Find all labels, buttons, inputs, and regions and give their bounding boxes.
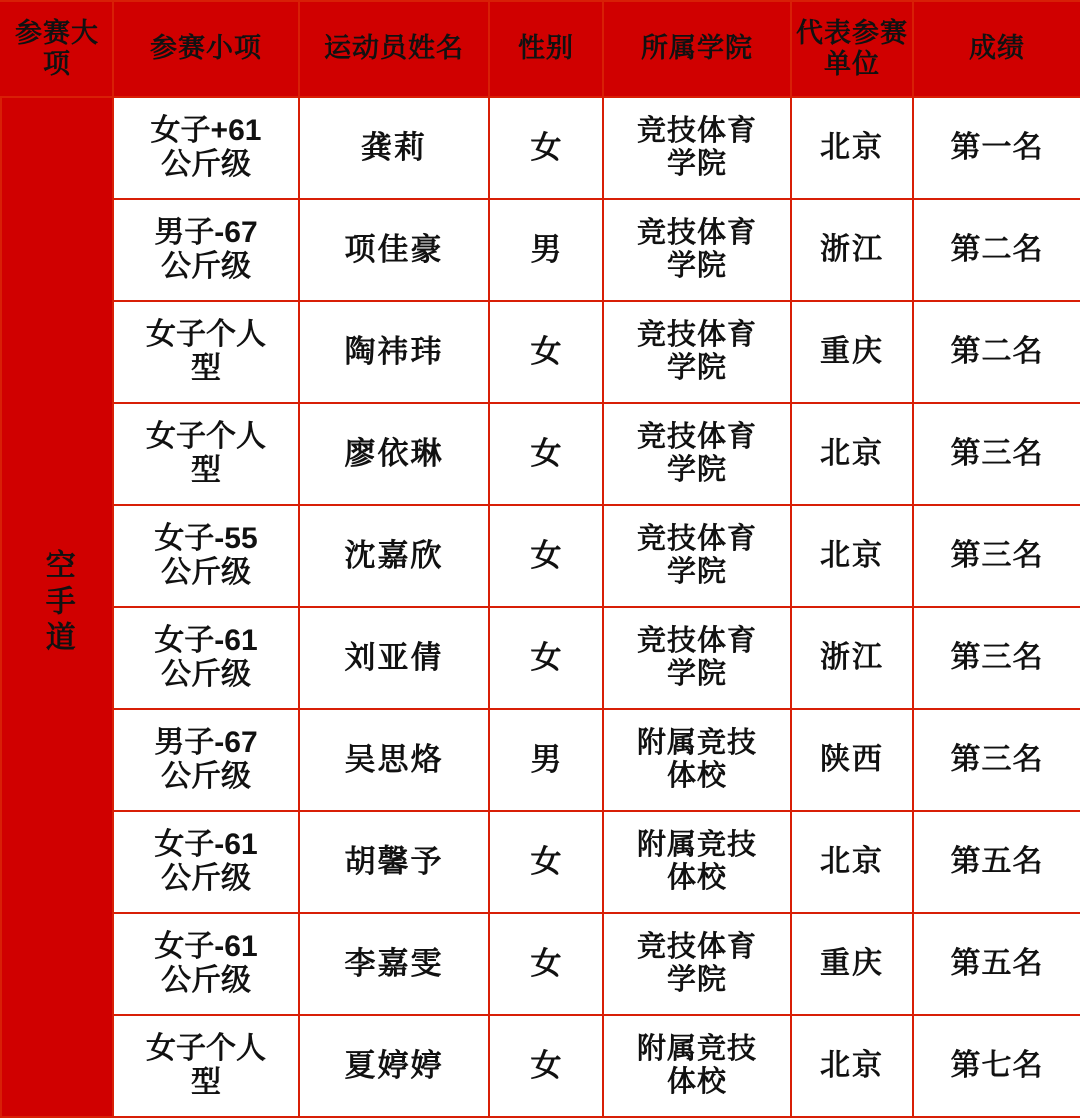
cell-college [603,913,791,1015]
college-line1: 竞技体育 [636,522,757,555]
cell-sub-event [113,709,299,811]
table-body [1,97,1080,1117]
cell-sub-event [113,199,299,301]
table-row [1,403,1080,505]
cell-gender: 女 [489,97,603,199]
sub-event-line1: 女子个人 [146,1031,266,1065]
table-row [1,607,1080,709]
sub-event-line2: 公斤级 [161,964,251,997]
college-line2: 学院 [666,352,727,384]
cell-result: 第五名 [913,913,1080,1015]
cell-unit: 重庆 [791,913,913,1015]
cell-athlete-name: 夏婷婷 [299,1015,489,1117]
cell-sub-event [113,97,299,199]
cell-unit: 北京 [791,811,913,913]
sub-event-line2: 公斤级 [161,658,251,691]
cell-sub-event [113,1015,299,1117]
cell-result: 第五名 [913,811,1080,913]
header-cell-athlete-name: 运动员姓名 [299,1,489,97]
college-line1: 竞技体育 [636,114,757,147]
sub-event-line1: 女子+61 [150,113,262,147]
college-line2: 学院 [666,454,727,486]
cell-gender: 女 [489,403,603,505]
sub-event-line2: 公斤级 [161,862,251,895]
cell-result: 第七名 [913,1015,1080,1117]
cell-unit: 浙江 [791,199,913,301]
header-main-event-line1: 参赛大项 [15,17,99,79]
category-label: 空手道 [40,548,74,657]
college-line1: 竞技体育 [636,624,757,657]
college-line2: 学院 [666,658,727,690]
header-cell-sub-event: 参赛小项 [113,1,299,97]
table-row [1,97,1080,199]
table-row [1,913,1080,1015]
cell-unit: 北京 [791,403,913,505]
cell-sub-event [113,607,299,709]
cell-gender: 男 [489,199,603,301]
cell-college [603,403,791,505]
sub-event-line1: 女子-61 [154,929,258,963]
cell-result: 第一名 [913,97,1080,199]
college-line2: 体校 [666,862,727,894]
college-line1: 竞技体育 [636,420,757,453]
cell-sub-event [113,811,299,913]
cell-gender: 女 [489,913,603,1015]
college-line1: 竞技体育 [636,216,757,249]
cell-gender: 男 [489,709,603,811]
cell-athlete-name: 陶祎玮 [299,301,489,403]
cell-gender: 女 [489,505,603,607]
cell-college [603,97,791,199]
cell-college [603,1015,791,1117]
sub-event-line1: 女子个人 [146,419,266,453]
cell-sub-event [113,301,299,403]
cell-college [603,199,791,301]
cell-athlete-name: 沈嘉欣 [299,505,489,607]
cell-college [603,709,791,811]
sub-event-line2: 公斤级 [161,760,251,793]
sub-event-line1: 女子个人 [146,317,266,351]
header-cell-gender: 性别 [489,1,603,97]
sub-event-line2: 公斤级 [161,148,251,181]
cell-sub-event [113,403,299,505]
header-cell-result: 成绩 [913,1,1080,97]
college-line2: 体校 [666,760,727,792]
college-line2: 学院 [666,250,727,282]
cell-gender: 女 [489,607,603,709]
cell-athlete-name: 胡馨予 [299,811,489,913]
table-row [1,1015,1080,1117]
category-cell-karate [1,97,113,1117]
cell-unit: 陕西 [791,709,913,811]
college-line1: 附属竞技 [636,828,757,861]
cell-gender: 女 [489,301,603,403]
cell-athlete-name: 项佳豪 [299,199,489,301]
table-row [1,811,1080,913]
cell-result: 第三名 [913,709,1080,811]
sub-event-line1: 女子-55 [154,521,258,555]
cell-gender: 女 [489,811,603,913]
header-row [1,1,1080,97]
cell-athlete-name: 廖依琳 [299,403,489,505]
sub-event-line1: 男子-67 [154,215,258,249]
college-line2: 学院 [666,556,727,588]
sub-event-line1: 女子-61 [154,827,258,861]
sub-event-line2: 公斤级 [161,556,251,589]
sub-event-line1: 女子-61 [154,623,258,657]
college-line1: 附属竞技 [636,726,757,759]
college-line2: 体校 [666,1066,727,1098]
table-row [1,199,1080,301]
cell-athlete-name: 刘亚倩 [299,607,489,709]
cell-college [603,505,791,607]
college-line1: 竞技体育 [636,318,757,351]
cell-result: 第二名 [913,199,1080,301]
cell-result: 第三名 [913,505,1080,607]
college-line2: 学院 [666,964,727,996]
cell-college [603,607,791,709]
cell-athlete-name: 李嘉雯 [299,913,489,1015]
cell-result: 第三名 [913,403,1080,505]
cell-result: 第二名 [913,301,1080,403]
cell-college [603,301,791,403]
header-cell-unit: 代表参赛单位 [791,1,913,97]
table-row [1,709,1080,811]
sub-event-line2: 型 [191,454,221,487]
cell-result: 第三名 [913,607,1080,709]
college-line1: 竞技体育 [636,930,757,963]
cell-gender: 女 [489,1015,603,1117]
cell-athlete-name: 吴思烙 [299,709,489,811]
cell-sub-event [113,505,299,607]
cell-college [603,811,791,913]
cell-sub-event [113,913,299,1015]
college-line1: 附属竞技 [636,1032,757,1065]
header-cell-main-event [1,1,113,97]
table-row [1,301,1080,403]
header-cell-college: 所属学院 [603,1,791,97]
cell-athlete-name: 龚莉 [299,97,489,199]
cell-unit: 北京 [791,1015,913,1117]
college-line2: 学院 [666,148,727,180]
cell-unit: 北京 [791,97,913,199]
sub-event-line2: 型 [191,1066,221,1099]
table-header [1,1,1080,97]
table-row [1,505,1080,607]
sub-event-line2: 型 [191,352,221,385]
sub-event-line2: 公斤级 [161,250,251,283]
cell-unit: 北京 [791,505,913,607]
cell-unit: 重庆 [791,301,913,403]
sub-event-line1: 男子-67 [154,725,258,759]
cell-unit: 浙江 [791,607,913,709]
